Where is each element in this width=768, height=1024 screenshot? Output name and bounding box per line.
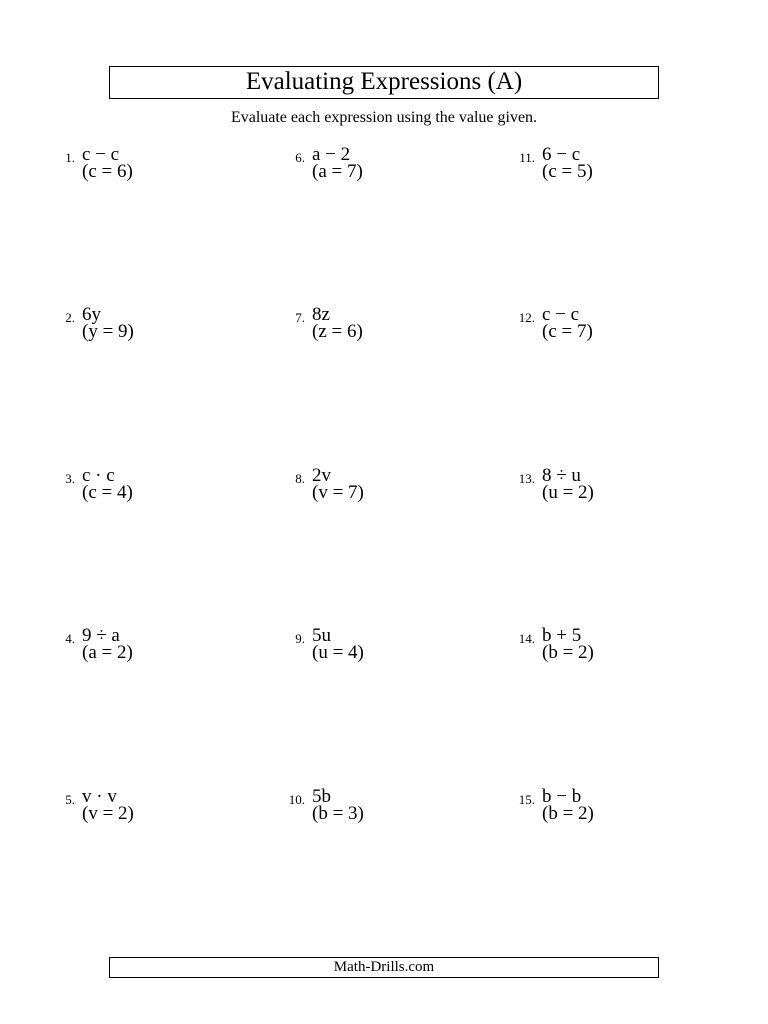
problem-expression: 6 − c <box>542 144 581 165</box>
problem-number: 12. <box>518 310 535 325</box>
problem-number: 2. <box>65 310 75 325</box>
problem-number: 14. <box>518 631 535 646</box>
problem-given-value: (v = 2) <box>82 803 134 824</box>
problem-expression: v · v <box>82 786 117 807</box>
problem-given-value: (v = 7) <box>312 482 364 503</box>
problem-given-value: (c = 4) <box>82 482 133 503</box>
instructions: Evaluate each expression using the value given. <box>230 109 538 126</box>
problem-number: 10. <box>288 792 305 807</box>
problem-given-value: (u = 4) <box>312 642 364 663</box>
problem-number: 13. <box>518 471 535 486</box>
problem-given-value: (a = 7) <box>312 161 363 182</box>
problem-number: 6. <box>295 150 305 165</box>
problem-number: 5. <box>65 792 75 807</box>
problem-expression: b + 5 <box>542 625 582 646</box>
problem-number: 15. <box>518 792 535 807</box>
problem-given-value: (y = 9) <box>82 321 134 342</box>
problem-number: 4. <box>65 631 75 646</box>
problem-expression: 2v <box>312 465 331 486</box>
problem-expression: 9 ÷ a <box>82 625 120 646</box>
problem-given-value: (c = 7) <box>542 321 593 342</box>
problem-expression: c − c <box>82 144 120 165</box>
problem-number: 9. <box>295 631 305 646</box>
footer-credit: Math-Drills.com <box>109 957 659 978</box>
problem-expression: 8 ÷ u <box>542 465 581 486</box>
problem-given-value: (b = 3) <box>312 803 364 824</box>
problem-number: 11. <box>519 150 535 165</box>
problem-given-value: (u = 2) <box>542 482 594 503</box>
problem-given-value: (c = 6) <box>82 161 133 182</box>
problem-given-value: (b = 2) <box>542 642 594 663</box>
problem-number: 7. <box>295 310 305 325</box>
problem-expression: 8z <box>312 304 330 325</box>
problem-given-value: (a = 2) <box>82 642 133 663</box>
problem-given-value: (c = 5) <box>542 161 593 182</box>
problem-expression: 5u <box>312 625 331 646</box>
problem-expression: b − b <box>542 786 582 807</box>
worksheet-title: Evaluating Expressions (A) <box>109 66 659 99</box>
problem-expression: c · c <box>82 465 115 486</box>
problem-expression: c − c <box>542 304 580 325</box>
problem-number: 3. <box>65 471 75 486</box>
problem-number: 8. <box>295 471 305 486</box>
problem-expression: a − 2 <box>312 144 351 165</box>
problem-number: 1. <box>65 150 75 165</box>
problem-given-value: (z = 6) <box>312 321 363 342</box>
problem-given-value: (b = 2) <box>542 803 594 824</box>
problem-expression: 6y <box>82 304 101 325</box>
problem-expression: 5b <box>312 786 331 807</box>
